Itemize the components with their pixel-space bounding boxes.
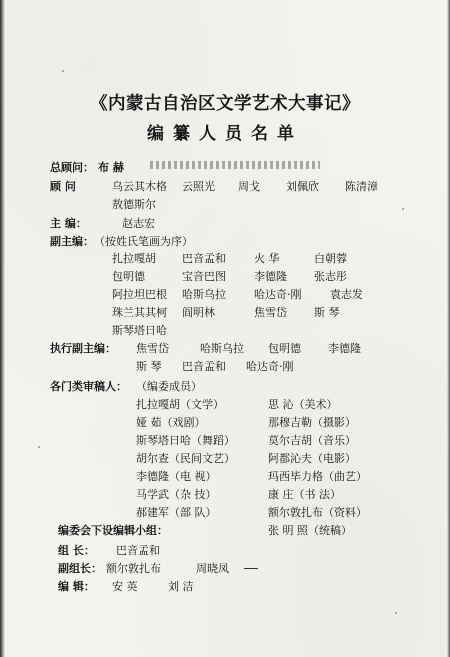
reviewer-entry: 郝建军（部 队）: [136, 506, 217, 519]
reviewer-entry: 康 庄（书 法）: [268, 488, 341, 501]
advisors-label: 顾 问: [50, 180, 76, 193]
scan-speck: [395, 612, 397, 614]
deputy-editor-name: 珠兰其其柯: [112, 306, 167, 319]
reviewer-entry: 阿都沁夫（电影）: [268, 452, 356, 465]
advisor-name: 云照光: [182, 180, 215, 193]
advisor-name: 陈清漳: [345, 180, 378, 193]
deputy-editor-name: 包明德: [112, 270, 145, 283]
chief-advisor-name: 布 赫: [98, 161, 124, 174]
deputy-leader-name: 周晓凤: [196, 562, 229, 575]
reviewer-entry: 思 沁（美术）: [268, 398, 338, 411]
deputy-editor-name: 白朝蓉: [314, 252, 347, 265]
deputy-editor-name: 张志彤: [314, 270, 347, 283]
advisor-name: 敖德斯尔: [112, 198, 156, 211]
reviewer-entry: 玛西毕力格（曲艺）: [268, 470, 367, 483]
deputy-editor-name: 宝音巴图: [182, 270, 226, 283]
advisor-name: 乌云其木格: [112, 180, 167, 193]
document-title: 《内蒙古自治区文学艺术大事记》: [90, 94, 360, 114]
deputy-editors-label: 副主编：: [50, 235, 94, 248]
executive-deputy-name: 哈达奇·刚: [246, 360, 294, 373]
document-subtitle: 编纂人员名单: [147, 124, 303, 144]
executive-deputy-name: 焦雪岱: [136, 342, 169, 355]
executive-deputy-name: 包明德: [268, 342, 301, 355]
deputy-editor-name: 扎拉嘎胡: [112, 252, 156, 265]
deputy-editor-name: 李德隆: [254, 270, 287, 283]
deputy-leader-label: 副组长：: [58, 562, 102, 575]
advisor-name: 刘佩欣: [286, 180, 319, 193]
deputy-editors-note: （按姓氏笔画为序）: [94, 235, 193, 248]
deputy-editor-name: 袁志发: [330, 288, 363, 301]
group-leader-name: 巴音孟和: [116, 544, 160, 557]
group-leader-label: 组 长：: [58, 544, 95, 557]
scan-speck: [62, 70, 64, 72]
reviewer-entry: 娅 茹（戏剧）: [136, 416, 206, 429]
editor-in-chief-label: 主 编：: [50, 217, 87, 230]
deputy-leader-name: 额尔敦扎布: [106, 562, 161, 575]
chief-advisor-label: 总顾问：: [50, 161, 94, 174]
editor-name: 安 英: [112, 580, 138, 593]
deputy-editor-name: 阿拉坦巴根: [112, 288, 167, 301]
deputy-editor-name: 火 华: [254, 252, 280, 265]
reviewer-entry: 额尔敦扎布（资料）: [268, 506, 367, 519]
editorial-group-label: 编委会下设编辑小组：: [58, 524, 168, 537]
deputy-editor-name: 阎明林: [182, 306, 215, 319]
reviewers-note: （编委成员）: [136, 380, 202, 393]
faded-print: [150, 161, 320, 169]
reviewers-label: 各门类审稿人：: [50, 380, 127, 393]
editor-name: 刘 洁: [168, 580, 194, 593]
editor-in-chief-name: 赵志宏: [122, 217, 155, 230]
executive-deputy-name: 斯 琴: [136, 360, 162, 373]
reviewer-entry: 扎拉嘎胡（文学）: [136, 398, 224, 411]
deputy-editor-name: 巴音孟和: [182, 252, 226, 265]
reviewer-entry: 那穆吉勒（摄影）: [268, 416, 356, 429]
deputy-editor-name: 焦雪岱: [254, 306, 287, 319]
reviewer-entry: 胡尔查（民间文艺）: [136, 452, 235, 465]
reviewer-entry: 李德隆（电 视）: [136, 470, 217, 483]
scan-speck: [38, 446, 40, 448]
reviewer-entry: 斯琴塔日哈（舞蹈）: [136, 434, 235, 447]
editors-label: 编 辑：: [58, 580, 95, 593]
deputy-editor-name: 哈达奇·刚: [254, 288, 302, 301]
deputy-editor-name: 斯琴塔日哈: [112, 324, 167, 337]
executive-deputy-name: 哈斯乌拉: [200, 342, 244, 355]
deputy-editor-name: 斯 琴: [314, 306, 340, 319]
deputy-editor-name: 哈斯乌拉: [182, 288, 226, 301]
reviewer-entry: 马学武（杂 技）: [136, 488, 217, 501]
executive-deputy-name: 巴音孟和: [182, 360, 226, 373]
executive-deputy-name: 李德隆: [328, 342, 361, 355]
reviewer-entry: 张 明 照（统稿）: [268, 524, 352, 537]
advisor-name: 周戈: [238, 180, 260, 193]
reviewer-entry: 莫尔吉胡（音乐）: [268, 434, 356, 447]
trailing-dash: [244, 568, 258, 569]
scan-speck: [402, 208, 404, 210]
executive-deputy-label: 执行副主编：: [50, 342, 116, 355]
